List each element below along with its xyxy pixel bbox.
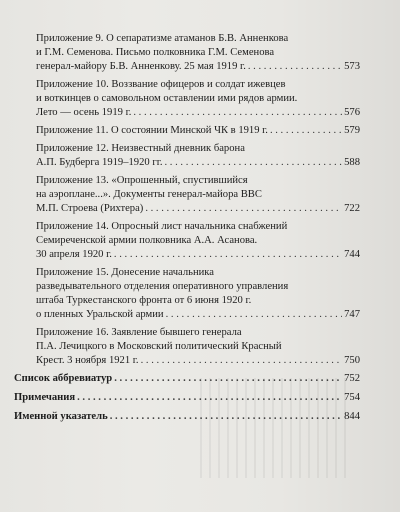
leader-dots: [114, 372, 342, 386]
toc-entry-appendix-13: [14, 174, 360, 216]
toc-page-number: 588: [344, 157, 360, 168]
toc-page-number: 752: [344, 373, 360, 384]
toc-entry-appendix-14: [14, 220, 360, 262]
toc-entry-line: и Г.М. Семенова. Письмо полковника Г.М. Семенова: [36, 47, 275, 58]
toc-page-number: 573: [344, 61, 360, 72]
toc-section-title: Список аббревиатур: [14, 373, 113, 384]
toc-entry-abbreviations: [14, 372, 360, 386]
toc-entry-line: и воткинцев о самовольном оставлении ими рядов армии.: [36, 93, 298, 104]
toc-entry-line: П.А. Лечицкого в Московский политический Красный: [36, 341, 282, 352]
leader-dots: [248, 60, 342, 74]
toc-entry-appendix-10: [14, 78, 360, 120]
toc-entry-line: генерал-майору Б.В. Анненкову. 25 мая 1919 г.: [36, 61, 246, 72]
toc-page-number: 722: [344, 203, 360, 214]
leader-dots: [166, 308, 343, 322]
toc-page-number: 844: [344, 411, 360, 422]
leader-dots: [141, 354, 343, 368]
toc-entry-line: Приложение 16. Заявление бывшего генерала: [36, 327, 242, 338]
leader-dots: [145, 202, 342, 216]
toc-entry-line: о пленных Уральской армии: [36, 309, 164, 320]
toc-entry-line: Приложение 10. Воззвание офицеров и солдат ижевцев: [36, 79, 286, 90]
toc-entry-appendix-12: [14, 142, 360, 170]
leader-dots: [110, 410, 342, 424]
toc-section-title: Примечания: [14, 392, 76, 403]
toc-entry-appendix-15: [14, 266, 360, 322]
toc-entry-line: Приложение 12. Неизвестный дневник барона: [36, 143, 245, 154]
toc-entry-line: Приложение 11. О состоянии Минской ЧК в 1919 г.: [36, 125, 268, 136]
toc-entry-line: Приложение 9. О сепаратизме атаманов Б.В. Анненкова: [36, 33, 289, 44]
toc-page-number: 754: [344, 392, 360, 403]
toc-entry-line: А.П. Будберга 1919–1920 гг.: [36, 157, 163, 168]
toc-entry-line: Приложение 15. Донесение начальника: [36, 267, 214, 278]
toc-entry-name-index: [14, 410, 360, 424]
toc-page-number: 750: [344, 355, 360, 366]
toc-page-number: 579: [344, 125, 360, 136]
toc-section-title: Именной указатель: [14, 411, 108, 422]
toc-page-number: 747: [344, 309, 360, 320]
toc-entry-line: на аэроплане...». Документы генерал-майора ВВС: [36, 189, 262, 200]
toc-entry-line: Приложение 13. «Опрошенный, спустившийся: [36, 175, 248, 186]
toc-entry-line: Семиреченской армии полковника А.А. Асанова.: [36, 235, 258, 246]
toc-entry-line: Крест. 3 ноября 1921 г.: [36, 355, 139, 366]
toc-entry-line: 30 апреля 1920 г.: [36, 249, 112, 260]
leader-dots: [114, 248, 342, 262]
toc-entry-line: М.П. Строева (Рихтера): [36, 203, 144, 214]
toc-entry-appendix-16: [14, 326, 360, 368]
toc-entry-appendix-9: [14, 32, 360, 74]
toc-page-number: 576: [344, 107, 360, 118]
table-of-contents: [14, 32, 360, 429]
toc-entry-line: Приложение 14. Опросный лист начальника снабжений: [36, 221, 288, 232]
leader-dots: [133, 106, 342, 120]
leader-dots: [165, 156, 343, 170]
toc-entry-appendix-11: [14, 124, 360, 138]
leader-dots: [77, 391, 342, 405]
toc-entry-line: разведывательного отделения оперативного управления: [36, 281, 289, 292]
toc-entry-notes: [14, 391, 360, 405]
toc-entry-line: Лето — осень 1919 г.: [36, 107, 132, 118]
toc-entry-line: штаба Туркестанского фронта от 6 июня 1920 г.: [36, 295, 252, 306]
leader-dots: [270, 124, 342, 138]
toc-page-number: 744: [344, 249, 360, 260]
